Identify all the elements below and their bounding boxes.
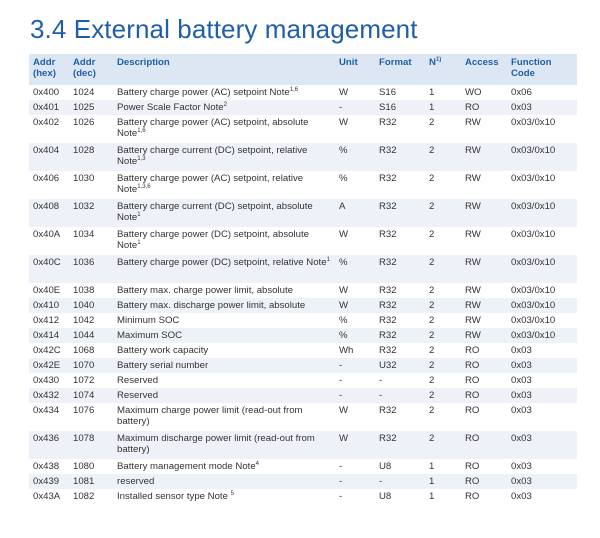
cell-addr-hex: 0x408: [29, 199, 69, 227]
cell-addr-dec: 1082: [69, 489, 113, 504]
cell-addr-dec: 1030: [69, 171, 113, 199]
header-description: Description: [113, 54, 335, 85]
cell-n: 2: [425, 143, 461, 171]
table-header: [29, 54, 577, 85]
cell-description: [113, 298, 335, 313]
cell-format: U32: [375, 358, 425, 373]
description-text: Battery charge power (DC) setpoint, absolute Note: [117, 229, 309, 251]
cell-unit: -: [335, 358, 375, 373]
cell-unit: W: [335, 431, 375, 459]
cell-access: RW: [461, 227, 507, 255]
cell-addr-dec: 1072: [69, 373, 113, 388]
cell-addr-hex: 0x401: [29, 100, 69, 115]
cell-access: RW: [461, 199, 507, 227]
footnote-ref: 1: [137, 212, 141, 218]
cell-n: 2: [425, 343, 461, 358]
description-text: Battery charge current (DC) setpoint, relative Note: [117, 145, 308, 167]
cell-n: 2: [425, 255, 461, 283]
cell-unit: W: [335, 115, 375, 143]
cell-format: U8: [375, 489, 425, 504]
cell-addr-hex: 0x410: [29, 298, 69, 313]
table-row: [29, 85, 577, 100]
cell-unit: %: [335, 255, 375, 283]
cell-addr-dec: 1081: [69, 474, 113, 489]
cell-unit: W: [335, 403, 375, 431]
table-body: [29, 85, 577, 504]
cell-unit: -: [335, 459, 375, 474]
cell-function-code: 0x03: [507, 388, 577, 403]
table-row: [29, 328, 577, 343]
cell-access: RW: [461, 283, 507, 298]
cell-addr-hex: 0x43A: [29, 489, 69, 504]
cell-description: [113, 100, 335, 115]
cell-format: R32: [375, 171, 425, 199]
cell-description: [113, 474, 335, 489]
cell-function-code: 0x03/0x10: [507, 171, 577, 199]
table-row: [29, 343, 577, 358]
header-n-footnote: 1): [435, 57, 442, 63]
cell-unit: %: [335, 171, 375, 199]
description-text: Reserved: [117, 390, 159, 401]
cell-addr-hex: 0x412: [29, 313, 69, 328]
cell-n: 2: [425, 358, 461, 373]
cell-unit: -: [335, 373, 375, 388]
cell-addr-dec: 1078: [69, 431, 113, 459]
cell-format: S16: [375, 100, 425, 115]
cell-function-code: 0x03: [507, 343, 577, 358]
cell-function-code: 0x03/0x10: [507, 227, 577, 255]
cell-access: RO: [461, 373, 507, 388]
footnote-ref: 1,6: [137, 128, 146, 134]
cell-unit: %: [335, 143, 375, 171]
cell-description: [113, 313, 335, 328]
cell-addr-dec: 1076: [69, 403, 113, 431]
cell-description: [113, 171, 335, 199]
description-text: Battery charge power (AC) setpoint Note: [117, 87, 290, 98]
cell-format: R32: [375, 143, 425, 171]
cell-addr-hex: 0x414: [29, 328, 69, 343]
cell-function-code: 0x03: [507, 431, 577, 459]
cell-addr-dec: 1024: [69, 85, 113, 100]
cell-access: RO: [461, 358, 507, 373]
cell-addr-dec: 1044: [69, 328, 113, 343]
cell-addr-dec: 1074: [69, 388, 113, 403]
cell-n: 2: [425, 403, 461, 431]
cell-n: 1: [425, 100, 461, 115]
header-access: Access: [461, 54, 507, 85]
cell-unit: -: [335, 474, 375, 489]
cell-access: RW: [461, 328, 507, 343]
cell-unit: -: [335, 489, 375, 504]
cell-format: U8: [375, 459, 425, 474]
cell-addr-hex: 0x404: [29, 143, 69, 171]
header-addr-hex: Addr (hex): [29, 54, 69, 85]
cell-format: R32: [375, 115, 425, 143]
cell-addr-hex: 0x439: [29, 474, 69, 489]
cell-function-code: 0x03: [507, 474, 577, 489]
cell-function-code: 0x03/0x10: [507, 199, 577, 227]
cell-format: R32: [375, 199, 425, 227]
header-n: [425, 54, 461, 85]
cell-description: [113, 489, 335, 504]
cell-n: 2: [425, 313, 461, 328]
header-n-label: N: [429, 57, 436, 68]
cell-n: 2: [425, 328, 461, 343]
description-text: Battery charge power (DC) setpoint, relative Note: [117, 257, 327, 268]
cell-function-code: 0x03: [507, 100, 577, 115]
cell-n: 2: [425, 283, 461, 298]
cell-access: RO: [461, 459, 507, 474]
cell-addr-dec: 1034: [69, 227, 113, 255]
description-text: Battery max. discharge power limit, absolute: [117, 300, 306, 311]
cell-access: RO: [461, 100, 507, 115]
table-row: [29, 403, 577, 431]
cell-unit: W: [335, 298, 375, 313]
table-row: [29, 115, 577, 143]
cell-n: 2: [425, 227, 461, 255]
cell-description: [113, 227, 335, 255]
cell-access: RO: [461, 343, 507, 358]
description-text: Installed sensor type Note: [117, 491, 231, 502]
cell-access: RO: [461, 474, 507, 489]
description-text: Battery work capacity: [117, 345, 209, 356]
cell-function-code: 0x03/0x10: [507, 313, 577, 328]
cell-function-code: 0x03: [507, 358, 577, 373]
description-text: Battery max. charge power limit, absolute: [117, 285, 293, 296]
footnote-ref: 1: [137, 240, 141, 246]
footnote-ref: 1,3,6: [137, 184, 151, 190]
footnote-ref: 5: [230, 491, 234, 497]
table-row: [29, 255, 577, 283]
description-text: reserved: [117, 476, 155, 487]
cell-function-code: 0x03/0x10: [507, 143, 577, 171]
cell-n: 1: [425, 85, 461, 100]
description-text: Reserved: [117, 375, 159, 386]
description-text: Minimum SOC: [117, 315, 180, 326]
cell-addr-dec: 1028: [69, 143, 113, 171]
table-row: [29, 388, 577, 403]
cell-addr-dec: 1038: [69, 283, 113, 298]
cell-unit: W: [335, 85, 375, 100]
cell-access: RW: [461, 171, 507, 199]
cell-unit: Wh: [335, 343, 375, 358]
cell-description: [113, 431, 335, 459]
cell-unit: A: [335, 199, 375, 227]
cell-access: RO: [461, 403, 507, 431]
cell-access: RW: [461, 115, 507, 143]
register-table: [29, 54, 577, 504]
description-text: Battery charge power (AC) setpoint, absolute Note: [117, 117, 309, 139]
cell-addr-hex: 0x402: [29, 115, 69, 143]
cell-description: [113, 403, 335, 431]
cell-n: 2: [425, 199, 461, 227]
cell-unit: %: [335, 328, 375, 343]
cell-n: 1: [425, 489, 461, 504]
table-row: [29, 171, 577, 199]
cell-format: -: [375, 388, 425, 403]
cell-function-code: 0x03/0x10: [507, 328, 577, 343]
header-addr-dec: Addr (dec): [69, 54, 113, 85]
table-row: [29, 489, 577, 504]
cell-description: [113, 255, 335, 283]
cell-addr-hex: 0x432: [29, 388, 69, 403]
cell-description: [113, 343, 335, 358]
description-text: Battery serial number: [117, 360, 209, 371]
cell-addr-hex: 0x434: [29, 403, 69, 431]
cell-n: 2: [425, 373, 461, 388]
cell-description: [113, 283, 335, 298]
cell-addr-hex: 0x40A: [29, 227, 69, 255]
footnote-ref: 1,6: [289, 87, 299, 93]
footnote-ref: 2: [223, 102, 227, 108]
cell-format: R32: [375, 298, 425, 313]
cell-n: 1: [425, 459, 461, 474]
cell-addr-hex: 0x438: [29, 459, 69, 474]
cell-addr-dec: 1040: [69, 298, 113, 313]
description-text: Battery management mode Note: [117, 461, 256, 472]
cell-n: 2: [425, 431, 461, 459]
cell-addr-dec: 1032: [69, 199, 113, 227]
cell-access: RW: [461, 255, 507, 283]
cell-description: [113, 358, 335, 373]
cell-addr-dec: 1026: [69, 115, 113, 143]
cell-access: RO: [461, 388, 507, 403]
table-row: [29, 474, 577, 489]
cell-unit: W: [335, 227, 375, 255]
cell-function-code: 0x03: [507, 489, 577, 504]
table-row: [29, 143, 577, 171]
cell-description: [113, 459, 335, 474]
cell-unit: %: [335, 313, 375, 328]
cell-n: 2: [425, 298, 461, 313]
description-text: Maximum SOC: [117, 330, 183, 341]
cell-format: R32: [375, 431, 425, 459]
cell-n: 2: [425, 171, 461, 199]
cell-description: [113, 199, 335, 227]
description-text: Power Scale Factor Note: [117, 102, 224, 113]
cell-format: R32: [375, 255, 425, 283]
header-format: Format: [375, 54, 425, 85]
cell-function-code: 0x03: [507, 459, 577, 474]
description-text: Maximum charge power limit (read-out from battery): [117, 405, 303, 427]
cell-access: RO: [461, 489, 507, 504]
cell-access: WO: [461, 85, 507, 100]
header-unit: Unit: [335, 54, 375, 85]
cell-addr-hex: 0x406: [29, 171, 69, 199]
cell-addr-hex: 0x40C: [29, 255, 69, 283]
table-row: [29, 283, 577, 298]
cell-format: R32: [375, 343, 425, 358]
table-row: [29, 373, 577, 388]
cell-access: RW: [461, 313, 507, 328]
cell-addr-hex: 0x42E: [29, 358, 69, 373]
cell-format: R32: [375, 403, 425, 431]
cell-n: 2: [425, 115, 461, 143]
cell-description: [113, 143, 335, 171]
cell-addr-hex: 0x42C: [29, 343, 69, 358]
description-text: Battery charge current (DC) setpoint, absolute Note: [117, 201, 313, 223]
cell-addr-dec: 1025: [69, 100, 113, 115]
cell-addr-hex: 0x40E: [29, 283, 69, 298]
footnote-ref: 4: [255, 461, 259, 467]
cell-addr-dec: 1068: [69, 343, 113, 358]
cell-format: S16: [375, 85, 425, 100]
cell-format: R32: [375, 283, 425, 298]
cell-access: RW: [461, 143, 507, 171]
cell-addr-hex: 0x400: [29, 85, 69, 100]
table-row: [29, 313, 577, 328]
cell-addr-hex: 0x436: [29, 431, 69, 459]
table-row: [29, 298, 577, 313]
table-row: [29, 100, 577, 115]
table-row: [29, 459, 577, 474]
table-row: [29, 199, 577, 227]
cell-access: RO: [461, 431, 507, 459]
section-title: 3.4 External battery management: [30, 14, 418, 44]
cell-n: 2: [425, 388, 461, 403]
cell-function-code: 0x03: [507, 403, 577, 431]
cell-addr-dec: 1070: [69, 358, 113, 373]
cell-access: RW: [461, 298, 507, 313]
cell-unit: -: [335, 100, 375, 115]
table-row: [29, 358, 577, 373]
cell-format: -: [375, 474, 425, 489]
cell-n: 1: [425, 474, 461, 489]
header-function-code: Function Code: [507, 54, 577, 85]
cell-addr-dec: 1036: [69, 255, 113, 283]
cell-addr-hex: 0x430: [29, 373, 69, 388]
cell-description: [113, 328, 335, 343]
cell-description: [113, 373, 335, 388]
cell-function-code: 0x03: [507, 373, 577, 388]
cell-format: R32: [375, 227, 425, 255]
cell-unit: -: [335, 388, 375, 403]
cell-description: [113, 115, 335, 143]
description-text: Maximum discharge power limit (read-out from battery): [117, 433, 315, 455]
cell-description: [113, 85, 335, 100]
cell-function-code: 0x03/0x10: [507, 255, 577, 283]
cell-function-code: 0x06: [507, 85, 577, 100]
description-text: Battery charge power (AC) setpoint, relative Note: [117, 173, 304, 195]
cell-function-code: 0x03/0x10: [507, 298, 577, 313]
cell-format: R32: [375, 313, 425, 328]
footnote-ref: 1: [326, 257, 330, 263]
cell-unit: W: [335, 283, 375, 298]
cell-addr-dec: 1080: [69, 459, 113, 474]
cell-description: [113, 388, 335, 403]
cell-format: -: [375, 373, 425, 388]
cell-function-code: 0x03/0x10: [507, 115, 577, 143]
table-row: [29, 431, 577, 459]
cell-function-code: 0x03/0x10: [507, 283, 577, 298]
table-row: [29, 227, 577, 255]
footnote-ref: 1,3: [137, 156, 146, 162]
cell-addr-dec: 1042: [69, 313, 113, 328]
cell-format: R32: [375, 328, 425, 343]
